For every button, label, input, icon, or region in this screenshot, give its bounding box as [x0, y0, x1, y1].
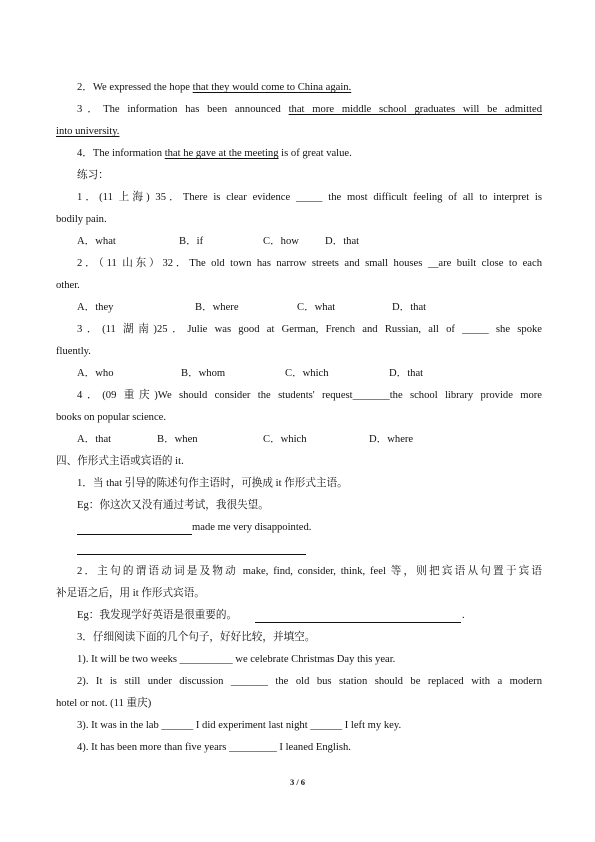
option: D．that: [392, 302, 427, 313]
option: D．that: [389, 368, 424, 379]
question-4-line1: 4．(09 重庆)We should consider the students' request_______the school library provide more: [77, 390, 542, 401]
section-4-point-2-line1: 2．主句的谓语动词是及物动 make, find, consider, think, feel 等，则把宾语从句置于宾语: [77, 566, 542, 577]
fill-blank-1: [77, 534, 192, 535]
fill-blank-1-tail: made me very disappointed.: [192, 522, 312, 533]
option: A．that: [77, 434, 112, 445]
page-number: 3 / 6: [289, 777, 306, 787]
sentence-3: 3). It was in the lab ______ I did experiment last night ______ I left my key.: [77, 720, 402, 731]
option: B．whom: [181, 368, 226, 379]
option: C．which: [263, 434, 307, 445]
option: D．that: [325, 236, 360, 247]
example-4: [77, 147, 542, 160]
section-4-point-2-line2: 补足语之后，用 it 作形式宾语。: [56, 588, 205, 599]
option: B．when: [157, 434, 198, 445]
section-4-example-2: Eg：我发现学好英语是很重要的。: [77, 610, 238, 621]
section-4-example-1: Eg：你这次又没有通过考试，我很失望。: [77, 500, 269, 511]
example-3-text: 3．The information has been announced: [77, 104, 289, 115]
question-1-options: [77, 235, 542, 248]
option: C．what: [297, 302, 336, 313]
option: B．where: [195, 302, 239, 313]
question-2-line2: other.: [56, 280, 80, 291]
question-2-line1: 2．（11 山东）32．The old town has narrow streets and small houses __are built close to each: [77, 258, 542, 269]
section-4-title: 四、作形式主语或宾语的 it.: [56, 456, 184, 467]
sentence-2-line2: hotel or not. (11 重庆): [56, 698, 152, 709]
option: B．if: [179, 236, 204, 247]
option: A．what: [77, 236, 116, 247]
fill-blank-3: [255, 622, 461, 623]
question-3-line1: 3．(11 湖南)25．Julie was good at German, French and Russian, all of _____ she spoke: [77, 324, 542, 335]
example-4-underlined: that he gave at the meeting: [164, 148, 279, 159]
question-4-line2: books on popular science.: [56, 412, 167, 423]
fill-blank-2: [77, 554, 306, 555]
option: D．where: [369, 434, 414, 445]
sentence-2-line1: 2). It is still under discussion _______ the old bus station should be replaced with a modern: [77, 676, 542, 687]
option: A．who: [77, 368, 114, 379]
fill-blank-3-tail: .: [462, 610, 465, 621]
practice-label: 练习：: [77, 170, 109, 181]
section-4-point-3: 3．仔细阅读下面的几个句子，好好比较，并填空。: [77, 632, 316, 643]
question-3-line2: fluently.: [56, 346, 91, 357]
question-1-line2: bodily pain.: [56, 214, 107, 225]
option: C．which: [285, 368, 329, 379]
question-1-line1: 1．(11 上海) 35．There is clear evidence _____ the most difficult feeling of all to interpret is: [77, 192, 542, 203]
example-4-tail: is of great value.: [278, 148, 352, 159]
example-4-text: 4．The information: [77, 148, 165, 159]
example-2: [77, 81, 542, 94]
example-2-text: 2．We expressed the hope: [77, 82, 193, 93]
example-3-underlined-2: into university.: [56, 126, 120, 137]
sentence-1: 1). It will be two weeks __________ we celebrate Christmas Day this year.: [77, 654, 396, 665]
example-3-line2: [56, 125, 542, 138]
option: C．how: [263, 236, 299, 247]
question-2-options: [77, 301, 542, 314]
sentence-4: 4). It has been more than five years _________ I leaned English.: [77, 742, 351, 753]
example-2-underlined: that they would come to China again.: [192, 82, 352, 93]
question-4-options: [77, 433, 542, 446]
example-3-underlined-1: that more middle school graduates will be admitted: [288, 104, 542, 115]
question-3-options: [77, 367, 542, 380]
section-4-point-1: 1．当 that 引导的陈述句作主语时，可换成 it 作形式主语。: [77, 478, 348, 489]
option: A．they: [77, 302, 114, 313]
example-3-line1: [77, 103, 542, 116]
